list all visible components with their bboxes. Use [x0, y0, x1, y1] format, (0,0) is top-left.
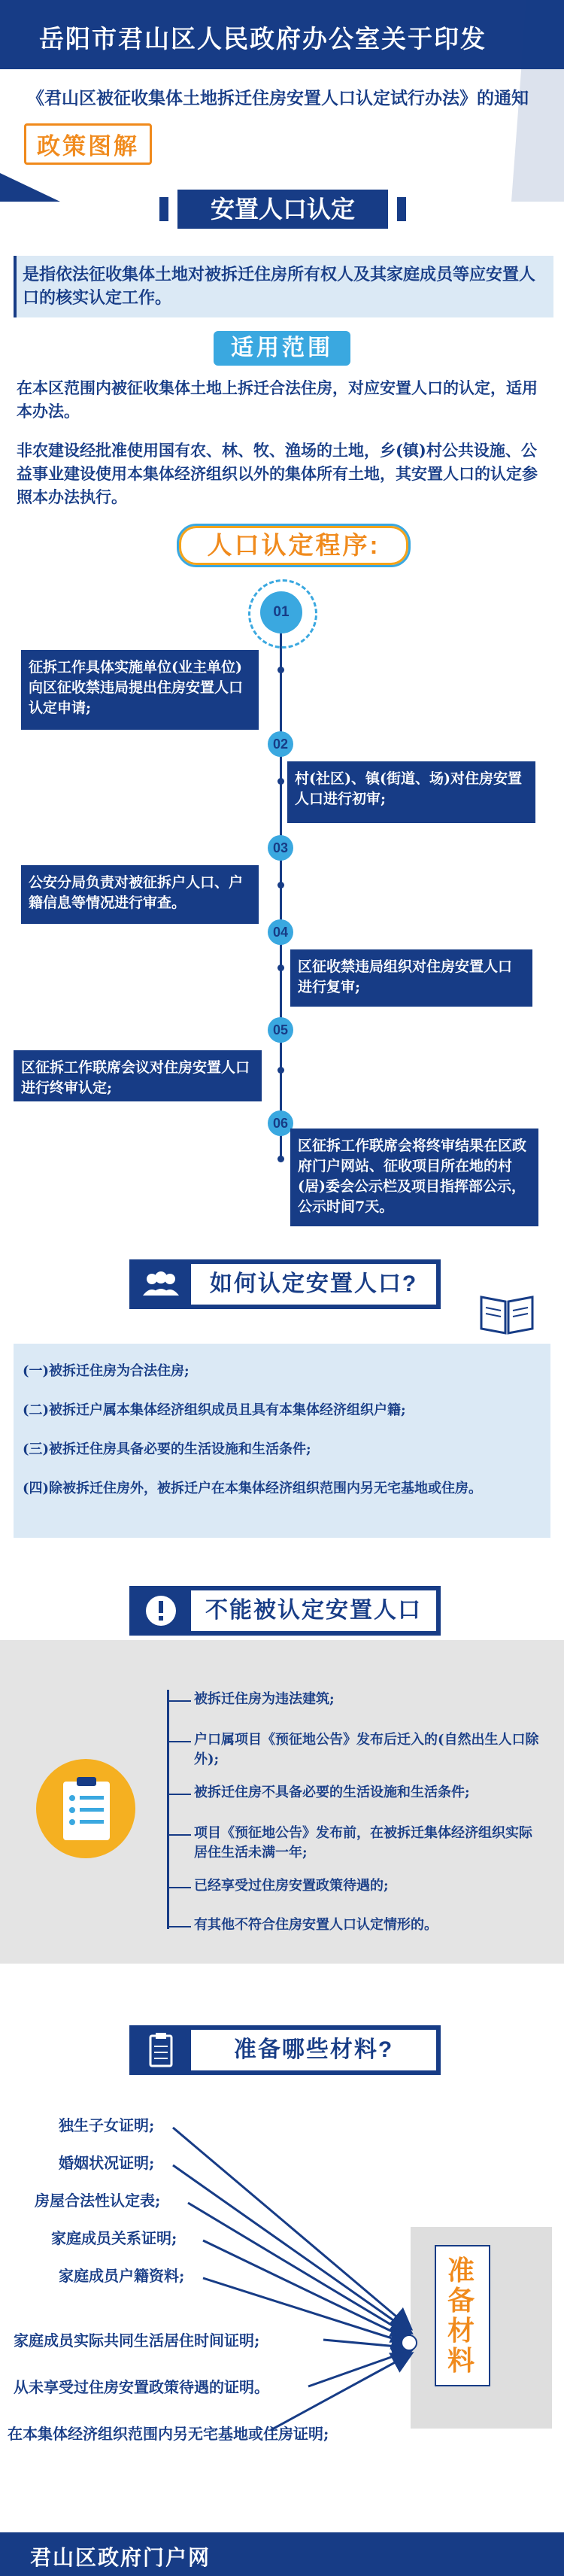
material-item-7: 从未享受过住房安置政策待遇的证明。: [14, 2378, 269, 2396]
step-4-number: 04: [268, 919, 293, 945]
scope-title: 适用范围: [214, 331, 350, 366]
cannot-item-1: 被拆迁住房为违法建筑;: [194, 1691, 335, 1707]
material-item-3: 房屋合法性认定表;: [35, 2192, 161, 2210]
document-icon: [131, 2027, 191, 2073]
timeline-dot: [277, 1156, 284, 1162]
cannot-arrow: [168, 1834, 191, 1836]
cannot-arrow: [168, 1887, 191, 1888]
how-item-1: (一)被拆迁住房为合法住房;: [23, 1363, 190, 1379]
warning-icon: [131, 1587, 191, 1634]
material-item-6: 家庭成员实际共同生活居住时间证明;: [14, 2331, 260, 2350]
cannot-arrow: [168, 1741, 191, 1742]
step-1-number: 01: [260, 591, 302, 633]
materials-title-banner: [129, 2025, 441, 2075]
step-5-number: 05: [268, 1017, 293, 1043]
step-2-number: 02: [268, 731, 293, 757]
material-item-1: 独生子女证明;: [59, 2116, 155, 2134]
timeline-dot: [277, 778, 284, 785]
header-subtitle: 《君山区被征收集体土地拆迁住房安置人口认定试行办法》的通知: [27, 88, 529, 108]
step-1-box: 征拆工作具体实施单位(业主单位)向区征收禁违局提出住房安置人口认定申请;: [21, 650, 259, 730]
step-2-box: 村(社区)、镇(街道、场)对住房安置人口进行初审;: [287, 761, 535, 823]
scope-paragraph-2: 非农建设经批准使用国有农、林、牧、渔场的土地，乡(镇)村公共设施、公益事业建设使用本集体经济组织以外的集体所有土地，其安置人口的认定参照本办法执行。: [17, 441, 538, 506]
step-6-box: 区征拆工作联席会将终审结果在区政府门户网站、征收项目所在地的村(居)委会公示栏及项目指挥部公示，公示时间7天。: [290, 1129, 538, 1226]
procedure-title: 人口认定程序:: [177, 524, 411, 567]
timeline-dot: [277, 882, 284, 889]
material-item-5: 家庭成员户籍资料;: [59, 2267, 185, 2285]
how-title: 如何认定安置人口?: [191, 1264, 436, 1305]
timeline-line: [280, 602, 282, 1159]
timeline-dot: [277, 964, 284, 971]
materials-card-label: 准备材料: [447, 2255, 475, 2376]
step-5-box: 区征拆工作联席会议对住房安置人口进行终审认定;: [14, 1050, 262, 1101]
book-icon: [478, 1291, 535, 1336]
header: [0, 0, 564, 202]
group-icon: [131, 1261, 191, 1308]
cannot-item-5: 已经享受过住房安置政策待遇的;: [194, 1878, 389, 1894]
how-title-banner: [129, 1259, 441, 1309]
how-item-3: (三)被拆迁住房具备必要的生活设施和生活条件;: [23, 1441, 311, 1457]
cannot-item-2: 户口属项目《预征地公告》发布后迁入的(自然出生人口除外);: [194, 1732, 539, 1767]
cannot-item-6: 有其他不符合住房安置人口认定情形的。: [194, 1917, 438, 1933]
how-item-2: (二)被拆迁户属本集体经济组织成员且具有本集体经济组织户籍;: [23, 1402, 406, 1418]
cannot-list-line: [167, 1690, 169, 1929]
section-title: 安置人口认定: [177, 190, 388, 229]
step-3-number: 03: [268, 835, 293, 861]
cannot-arrow: [168, 1794, 191, 1795]
cannot-arrow: [168, 1926, 191, 1927]
footer-text: 君山区政府门户网: [30, 2546, 211, 2569]
clipboard-icon: [60, 1776, 113, 1843]
scope-paragraph-1: 在本区范围内被征收集体土地上拆迁合法住房，对应安置人口的认定，适用本办法。: [17, 378, 538, 421]
header-title: 岳阳市君山区人民政府办公室关于印发: [39, 25, 487, 53]
step-4-box: 区征收禁违局组织对住房安置人口进行复审;: [290, 949, 532, 1007]
policy-tag: 政策图解: [24, 123, 152, 165]
materials-title: 准备哪些材料?: [191, 2030, 436, 2070]
how-item-4: (四)除被拆迁住房外，被拆迁户在本集体经济组织范围内另无宅基地或住房。: [23, 1481, 483, 1496]
intro-text: 是指依法征收集体土地对被拆迁住房所有权人及其家庭成员等应安置人口的核实认定工作。: [23, 265, 536, 308]
cannot-item-3: 被拆迁住房不具备必要的生活设施和生活条件;: [194, 1785, 470, 1800]
step-3-box: 公安分局负责对被征拆户人口、户籍信息等情况进行审查。: [21, 865, 259, 924]
cannot-item-4: 项目《预征地公告》发布前，在被拆迁集体经济组织实际居住生活未满一年;: [194, 1825, 532, 1861]
step-6-number: 06: [268, 1110, 293, 1136]
timeline-dot: [277, 667, 284, 673]
material-item-8: 在本集体经济组织范围内另无宅基地或住房证明;: [8, 2425, 329, 2443]
cannot-title: 不能被认定安置人口: [191, 1590, 436, 1631]
cannot-arrow: [168, 1700, 191, 1702]
cannot-title-banner: [129, 1586, 441, 1636]
timeline-dot: [277, 1067, 284, 1074]
material-item-4: 家庭成员关系证明;: [51, 2229, 177, 2247]
material-item-2: 婚姻状况证明;: [59, 2154, 155, 2172]
